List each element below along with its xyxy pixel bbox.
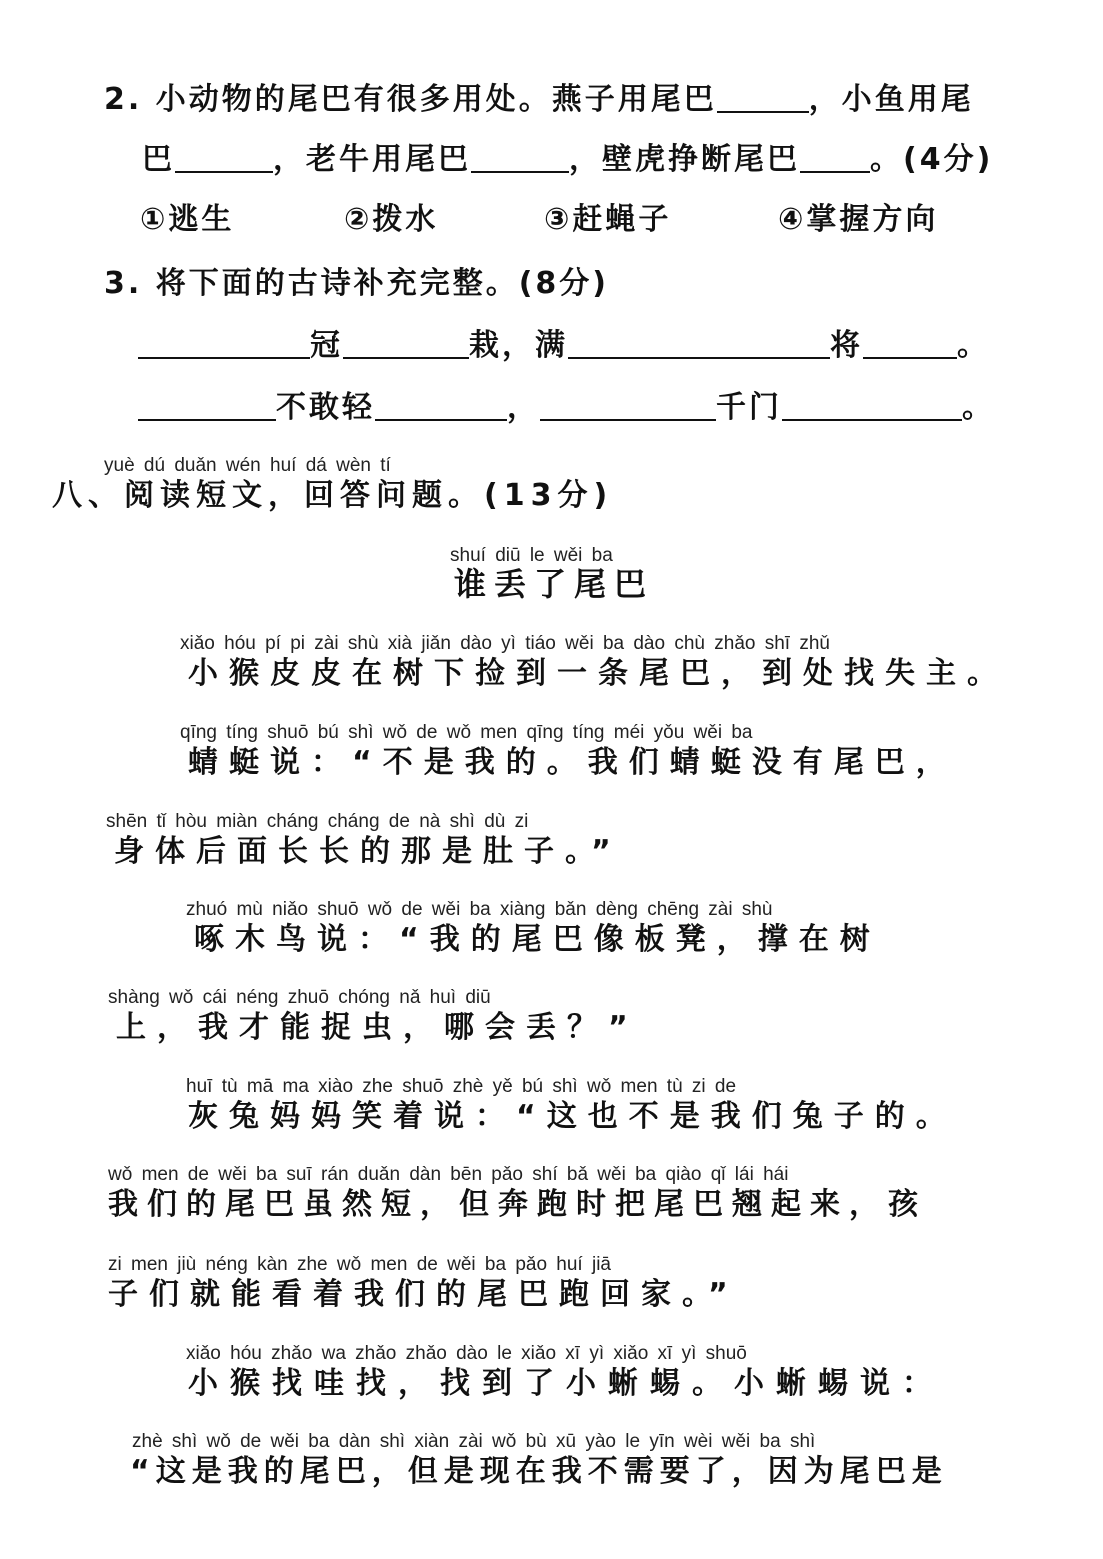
q3-blank-7[interactable] bbox=[540, 393, 716, 421]
q3-blank-5[interactable] bbox=[138, 393, 276, 421]
q2-line2 bbox=[142, 142, 993, 178]
q3-line2-text-b: ， bbox=[507, 390, 540, 425]
story-title: 谁丢了尾巴 bbox=[454, 565, 655, 603]
story-line-9-pinyin: xiǎo hóu zhǎo wa zhǎo zhǎo dào le xiǎo xī yì xiǎo xī yì shuō bbox=[186, 1343, 747, 1364]
q3-blank-6[interactable] bbox=[375, 393, 507, 421]
section8-pinyin: yuè dú duǎn wén huí dá wèn tí bbox=[104, 455, 391, 476]
q2-line1-text-a: 2. 小动物的尾巴有很多用处。燕子用尾巴 bbox=[104, 82, 717, 117]
story-line-1-pinyin: xiǎo hóu pí pi zài shù xià jiǎn dào yì tiáo wěi ba dào chù zhǎo shī zhǔ bbox=[180, 633, 830, 654]
story-line-10-pinyin: zhè shì wǒ de wěi ba dàn shì xiàn zài wǒ bù xū yào le yīn wèi wěi ba shì bbox=[132, 1431, 816, 1452]
q2-blank-3[interactable] bbox=[471, 145, 569, 173]
q3-blank-8[interactable] bbox=[782, 393, 962, 421]
q2-option-4: ④掌握方向 bbox=[778, 202, 939, 237]
q3-line2 bbox=[138, 390, 995, 426]
q3-line1 bbox=[138, 328, 990, 364]
q3-blank-4[interactable] bbox=[863, 331, 957, 359]
q2-blank-1[interactable] bbox=[717, 85, 809, 113]
q2-line2-text-d: 。(4分) bbox=[870, 142, 994, 177]
story-line-5-pinyin: shàng wǒ cái néng zhuō chóng nǎ huì diū bbox=[108, 987, 491, 1008]
q3-prompt: 3. 将下面的古诗补充完整。(8分) bbox=[104, 266, 610, 301]
q2-line2-text-b: ，老牛用尾巴 bbox=[273, 142, 471, 177]
q3-blank-3[interactable] bbox=[568, 331, 830, 359]
q2-blank-4[interactable] bbox=[800, 145, 870, 173]
story-line-7-text: 我们的尾巴虽然短，但奔跑时把尾巴翘起来，孩 bbox=[108, 1187, 927, 1222]
story-line-6-text: 灰兔妈妈笑着说：“这也不是我们兔子的。 bbox=[188, 1099, 957, 1134]
story-line-3-text: 身体后面长长的那是肚子。” bbox=[114, 834, 622, 869]
q2-option-1: ①逃生 bbox=[140, 202, 235, 237]
story-line-2-pinyin: qīng tíng shuō bú shì wǒ de wǒ men qīng tíng méi yǒu wěi ba bbox=[180, 722, 753, 743]
story-title-pinyin: shuí diū le wěi ba bbox=[450, 545, 613, 566]
q3-line1-text-c: 将 bbox=[830, 328, 863, 363]
story-line-8-pinyin: zi men jiù néng kàn zhe wǒ men de wěi ba pǎo huí jiā bbox=[108, 1254, 611, 1275]
q2-line1-text-b: ，小鱼用尾 bbox=[808, 82, 974, 117]
q3-line1-text-d: 。 bbox=[957, 328, 990, 363]
q2-line2-text-a: 巴 bbox=[142, 142, 175, 177]
story-line-6-pinyin: huī tù mā ma xiào zhe shuō zhè yě bú shì wǒ men tù zi de bbox=[186, 1076, 737, 1097]
q3-line2-text-a: 不敢轻 bbox=[276, 390, 375, 425]
story-line-8-text: 子们就能看着我们的尾巴跑回家。” bbox=[108, 1277, 739, 1312]
q3-line2-text-c: 千门 bbox=[716, 390, 782, 425]
story-line-1-text: 小猴皮皮在树下捡到一条尾巴，到处找失主。 bbox=[188, 656, 1008, 691]
q2-option-2: ②拨水 bbox=[344, 202, 439, 237]
q3-line1-text-a: 冠 bbox=[310, 328, 343, 363]
story-line-4-text: 啄木鸟说：“我的尾巴像板凳，撑在树 bbox=[194, 922, 881, 957]
q3-blank-1[interactable] bbox=[138, 331, 310, 359]
q3-blank-2[interactable] bbox=[343, 331, 469, 359]
q3-line1-text-b: 栽，满 bbox=[469, 328, 568, 363]
story-line-2-text: 蜻蜓说：“不是我的。我们蜻蜓没有尾巴， bbox=[188, 745, 957, 780]
story-line-4-pinyin: zhuó mù niǎo shuō wǒ de wěi ba xiàng bǎn dèng chēng zài shù bbox=[186, 899, 773, 920]
q2-option-3: ③赶蝇子 bbox=[544, 202, 672, 237]
story-line-3-pinyin: shēn tǐ hòu miàn cháng cháng de nà shì dù zi bbox=[106, 811, 529, 832]
q2-line2-text-c: ，壁虎挣断尾巴 bbox=[569, 142, 800, 177]
q3-line2-text-d: 。 bbox=[962, 390, 995, 425]
story-line-9-text: 小猴找哇找，找到了小蜥蜴。小蜥蜴说： bbox=[188, 1366, 944, 1401]
q2-line1 bbox=[104, 82, 974, 118]
q2-blank-2[interactable] bbox=[175, 145, 273, 173]
story-line-10-text: “这是我的尾巴，但是现在我不需要了，因为尾巴是 bbox=[130, 1454, 948, 1489]
story-line-5-text: 上，我才能捉虫，哪会丢？” bbox=[116, 1010, 639, 1045]
story-line-7-pinyin: wǒ men de wěi ba suī rán duǎn dàn bēn pǎo shí bǎ wěi ba qiào qǐ lái hái bbox=[108, 1164, 789, 1185]
section8-heading: 八、阅读短文，回答问题。(13分) bbox=[52, 478, 614, 513]
